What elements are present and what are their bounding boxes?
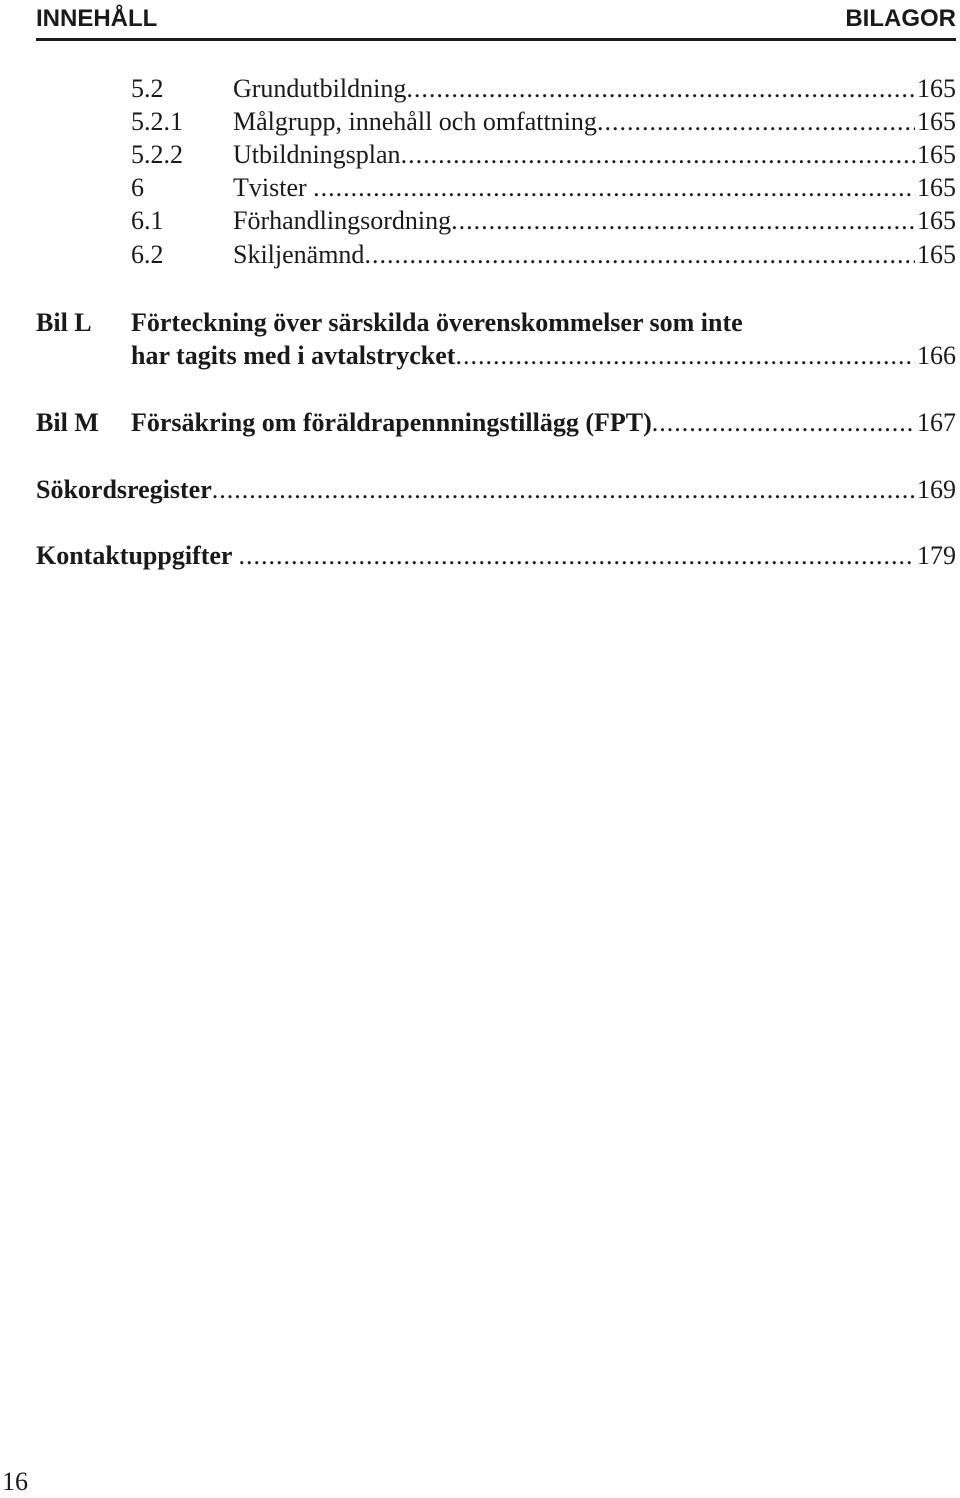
header-rule <box>36 38 956 41</box>
toc-entry-title: Utbildningsplan <box>233 140 401 169</box>
toc-entry-number: 5.2.2 <box>131 140 183 169</box>
header-left-title: INNEHÅLL <box>36 5 158 32</box>
toc-entry-number: 6 <box>131 173 144 202</box>
toc-leader-dots <box>364 239 915 271</box>
toc-leader-dots <box>652 407 915 439</box>
toc-leader-dots <box>313 172 915 204</box>
appendix-title-line2: har tagits med i avtalstrycket <box>131 341 456 370</box>
page-number: 16 <box>2 1467 28 1496</box>
toc-leader-dots <box>451 205 915 237</box>
toc-entry-page: 179 <box>917 541 956 570</box>
toc-entry-page: 166 <box>917 341 956 370</box>
toc-entry-5-2-2[interactable] <box>131 139 956 171</box>
toc-entry-number: 6.1 <box>131 206 164 235</box>
toc-leader-dots <box>401 139 915 171</box>
toc-leader-dots <box>455 340 915 372</box>
toc-entry-bil-m[interactable] <box>131 407 956 439</box>
toc-entry-5-2[interactable] <box>131 73 956 105</box>
toc-entry-page: 167 <box>917 408 956 437</box>
toc-entry-6[interactable] <box>131 172 956 204</box>
toc-entry-page: 165 <box>917 107 956 136</box>
toc-entry-number: 5.2 <box>131 74 164 103</box>
toc-entry-6-1[interactable] <box>131 205 956 237</box>
toc-entry-title: Skiljenämnd <box>233 240 365 269</box>
toc-leader-dots <box>239 540 916 572</box>
toc-entry-page: 169 <box>917 475 956 504</box>
running-header <box>36 2 956 38</box>
toc-entry-5-2-1[interactable] <box>131 106 956 138</box>
toc-entry-6-2[interactable] <box>131 239 956 271</box>
toc-entry-title: Grundutbildning <box>233 74 407 103</box>
toc-entry-page: 165 <box>917 173 956 202</box>
toc-entry-title: Målgrupp, innehåll och omfattning <box>233 107 597 136</box>
toc-entry-title: Tvister <box>233 173 314 202</box>
toc-entry-title: Sökordsregister <box>36 475 212 504</box>
toc-entry-page: 165 <box>917 240 956 269</box>
toc-entry-title: Kontaktuppgifter <box>36 541 239 570</box>
toc-entry-page: 165 <box>917 206 956 235</box>
appendix-title: Försäkring om föräldrapennningstillägg (FPT) <box>131 408 652 437</box>
toc-entry-page: 165 <box>917 74 956 103</box>
appendix-label-bil-l: Bil L <box>36 308 92 337</box>
toc-entry-number: 6.2 <box>131 240 164 269</box>
toc-leader-dots <box>406 73 915 105</box>
toc-entry-bil-l[interactable] <box>131 340 956 372</box>
header-right-title: BILAGOR <box>845 5 956 32</box>
toc-entry-page: 165 <box>917 140 956 169</box>
toc-entry-kontaktuppgifter[interactable] <box>36 540 956 572</box>
toc-entry-number: 5.2.1 <box>131 107 183 136</box>
toc-entry-title: Förhandlingsordning <box>233 206 452 235</box>
toc-leader-dots <box>212 474 915 506</box>
appendix-title-line1[interactable]: Förteckning över särskilda överenskommelser som inte <box>131 308 743 337</box>
appendix-label-bil-m: Bil M <box>36 408 99 437</box>
toc-leader-dots <box>597 106 915 138</box>
toc-entry-sokordsregister[interactable] <box>36 474 956 506</box>
